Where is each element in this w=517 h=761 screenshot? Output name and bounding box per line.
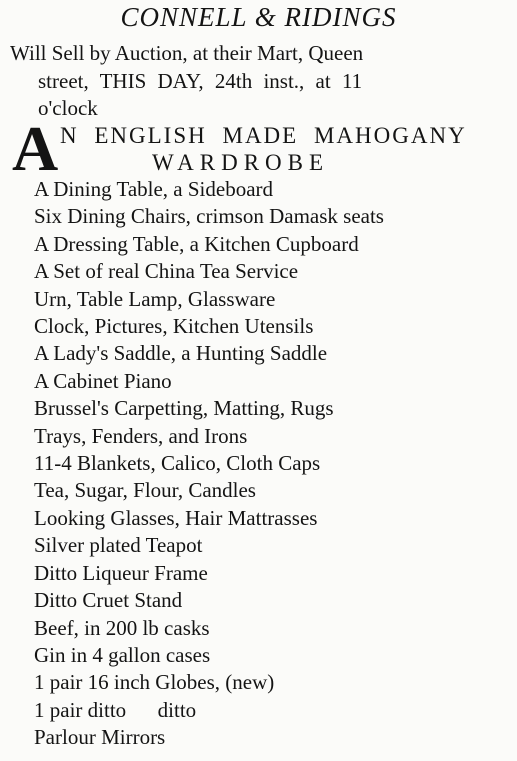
list-item: Brussel's Carpetting, Matting, Rugs — [34, 396, 334, 421]
list-item: Trays, Fenders, and Irons — [34, 423, 248, 448]
drop-cap: A — [12, 113, 59, 184]
heading-line-2: WARDROBE — [152, 150, 330, 175]
list-item: Clock, Pictures, Kitchen Utensils — [34, 314, 314, 339]
list-item: Tea, Sugar, Flour, Candles — [34, 478, 256, 503]
list-item: Six Dining Chairs, crimson Damask seats — [34, 204, 384, 229]
list-item: Urn, Table Lamp, Glassware — [34, 286, 276, 311]
list-item: A Lady's Saddle, a Hunting Saddle — [34, 341, 328, 366]
list-item: A Dining Table, a Sideboard — [34, 177, 274, 201]
list-item: 1 pair ditto ditto — [34, 697, 197, 722]
list-item: Ditto Liqueur Frame — [34, 560, 208, 585]
list-item: Parlour Mirrors — [34, 725, 166, 750]
list-item: 1 pair 16 inch Globes, (new) — [34, 670, 275, 695]
list-item: A Dressing Table, a Kitchen Cupboard — [34, 231, 359, 256]
list-item: Gin in 4 gallon cases — [34, 642, 211, 667]
list-item: Looking Glasses, Hair Mattrasses — [34, 505, 318, 530]
item-list — [34, 176, 384, 752]
list-item: A Set of real China Tea Service — [34, 259, 299, 284]
list-item: Beef, in 200 lb casks — [34, 615, 210, 640]
list-item: 11-4 Blankets, Calico, Cloth Caps — [34, 451, 321, 476]
intro-line-3: o'clock — [38, 96, 98, 120]
advert-title: CONNELL & RIDINGS — [120, 2, 397, 32]
intro-line-1: Will Sell by Auction, at their Mart, Queen — [10, 41, 364, 65]
heading-line-1: N ENGLISH MADE MAHOGANY — [60, 123, 467, 148]
list-item: Ditto Cruet Stand — [34, 588, 183, 613]
intro-line-2: street, THIS DAY, 24th inst., at 11 — [38, 69, 363, 93]
list-item: Silver plated Teapot — [34, 533, 203, 558]
list-item: A Cabinet Piano — [34, 368, 172, 393]
